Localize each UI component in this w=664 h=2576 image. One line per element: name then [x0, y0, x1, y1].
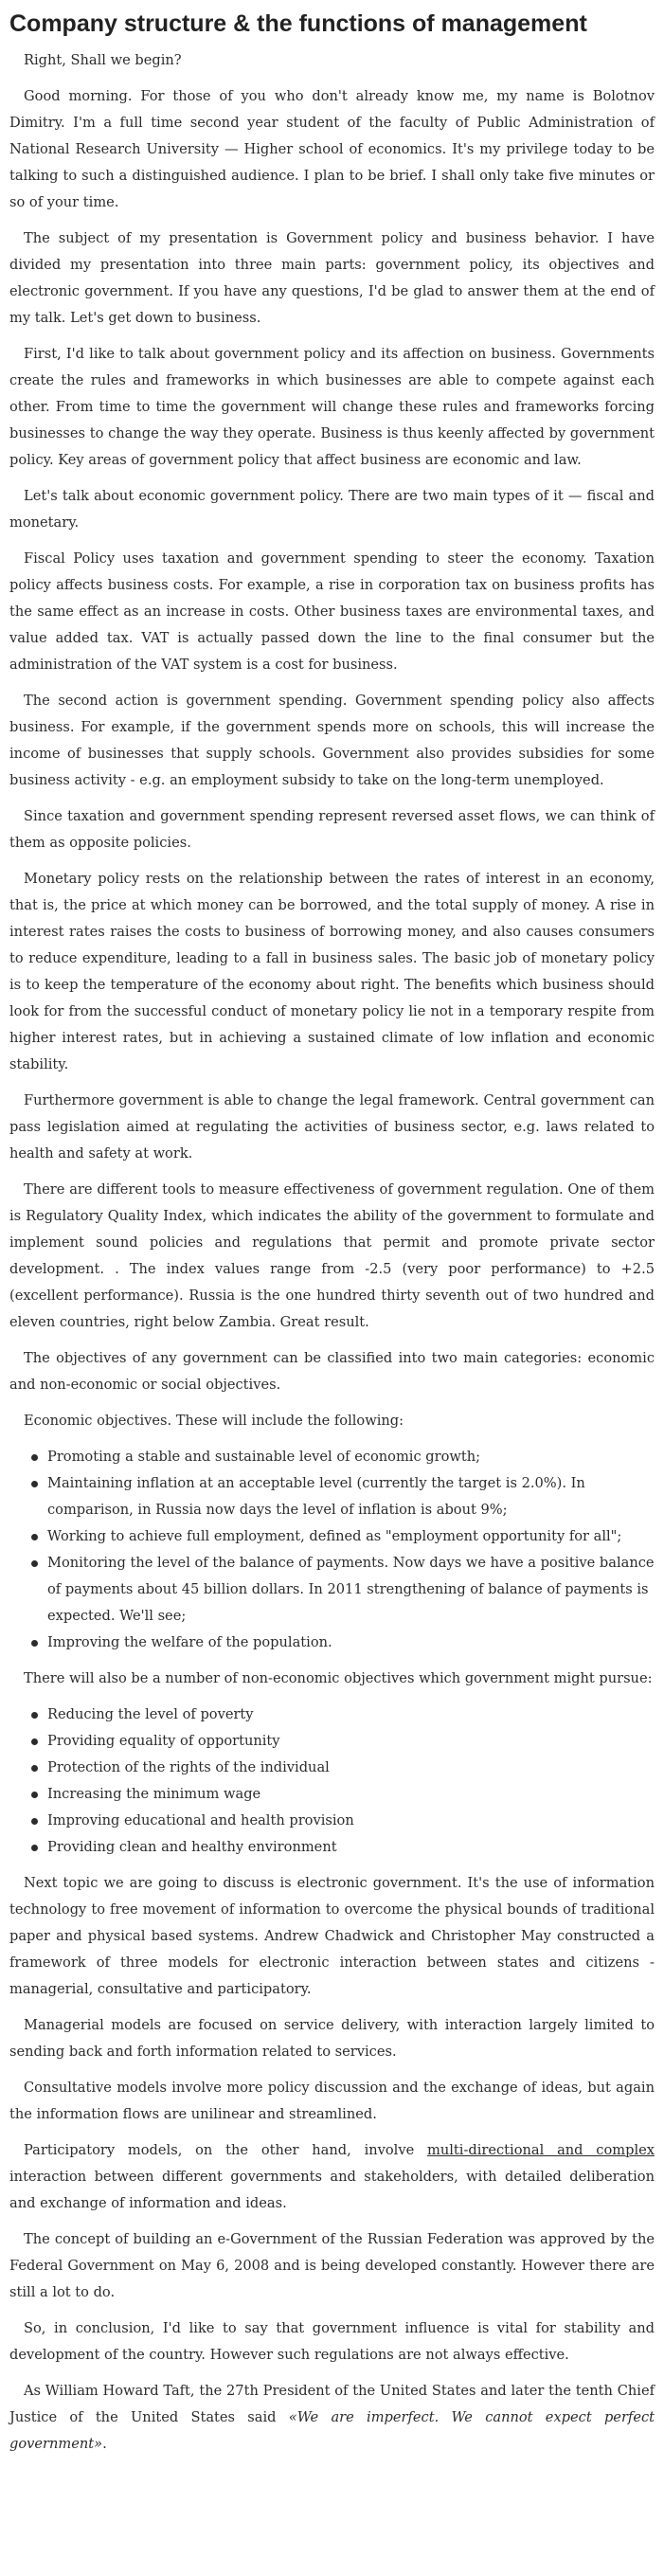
non-economic-objectives-list	[9, 1702, 655, 1861]
list-item: Increasing the minimum wage	[47, 1781, 655, 1808]
economic-objectives-list	[9, 1444, 655, 1656]
paragraph-electronic-government: Next topic we are going to discuss is electronic government. It's the use of information technology to free movement of information to overcome the physical bounds of traditional paper and physical based systems. Andrew Chadwick and Christopher May constructed a framework of three models for electronic interaction between states and citizens - managerial, consultative and participatory.	[9, 1875, 655, 1997]
paragraph-government-spending: The second action is government spending. Government spending policy also affects business. For example, if the government spends more on schools, this will increase the income of businesses that supply schools. Government also provides subsidies for some business activity - e.g. an employment subsidy to take on the long-term unemployed.	[9, 693, 655, 788]
participatory-text-end: interaction between different governments and stakeholders, with detailed deliberation and exchange of information and ideas.	[9, 2169, 655, 2211]
list-item: Promoting a stable and sustainable level of economic growth;	[47, 1444, 655, 1470]
quote-end: .	[102, 2436, 107, 2452]
paragraph-subject: The subject of my presentation is Government policy and business behavior. I have divided my presentation into three main parts: government policy, its objectives and electronic government. If you have any questions, I'd be glad to answer them at the end of my talk. Let's get down to business.	[9, 230, 655, 326]
paragraph-participatory-models	[9, 2137, 655, 2217]
list-item: Improving the welfare of the population.	[47, 1630, 655, 1656]
paragraph-monetary-policy: Monetary policy rests on the relationship between the rates of interest in an economy, that is, the price at which money can be borrowed, and the total supply of money. A rise in interest rates raises the costs to business of borrowing money, and also causes consumers to reduce expenditure, leading to a fall in business sales. The basic job of monetary policy is to keep the temperature of the economy about right. The benefits which business should look for from the successful conduct of monetary policy lie not in a temporary respite from higher interest rates, but in achieving a sustained climate of low inflation and economic stability.	[9, 871, 655, 1072]
list-item: Protection of the rights of the individual	[47, 1755, 655, 1781]
list-item: Monitoring the level of the balance of payments. Now days we have a positive balance of payments about 45 billion dollars. In 2011 strengthening of balance of payments is expected. We'll see;	[47, 1550, 655, 1630]
paragraph-legal-framework: Furthermore government is able to change the legal framework. Central government can pass legislation aimed at regulating the activities of business sector, e.g. laws related to health and safety at work.	[9, 1092, 655, 1162]
quote-intro: As William Howard Taft, the 27th President of the United States and later the tenth Chief Justice of the United States said	[9, 2383, 655, 2425]
paragraph-e-government-russia: The concept of building an e-Government of the Russian Federation was approved by the Federal Government on May 6, 2008 and is being developed constantly. However there are still a lot to do.	[9, 2231, 655, 2300]
intro-paragraph: Right, Shall we begin?	[24, 52, 182, 68]
quote-text: «We are imperfect. We cannot expect perfect government»	[9, 2409, 655, 2452]
paragraph-objectives: The objectives of any government can be classified into two main categories: economic and non-economic or social objectives.	[9, 1350, 655, 1393]
paragraph-consultative-models: Consultative models involve more policy discussion and the exchange of ideas, but again the information flows are unilinear and streamlined.	[9, 2080, 655, 2122]
paragraph-managerial-models: Managerial models are focused on service delivery, with interaction largely limited to sending back and forth information related to services.	[9, 2017, 655, 2060]
page-title: Company structure & the functions of management	[9, 10, 587, 37]
participatory-text-start: Participatory models, on the other hand, involve	[24, 2142, 428, 2158]
list-item: Improving educational and health provision	[47, 1808, 655, 1834]
list-item: Maintaining inflation at an acceptable level (currently the target is 2.0%). In comparison, in Russia now days the level of inflation is about 9%;	[47, 1470, 655, 1523]
paragraph-greeting: Good morning. For those of you who don't already know me, my name is Bolotnov Dimitry. I'm a full time second year student of the faculty of Public Administration of National Research University — Higher school of economics. It's my privilege today to be talking to such a distinguished audience. I plan to be brief. I shall only take five minutes or so of your time.	[9, 88, 655, 210]
list-item: Providing clean and healthy environment	[47, 1834, 655, 1861]
paragraph-opposite-policies: Since taxation and government spending represent reversed asset flows, we can think of them as opposite policies.	[9, 808, 655, 851]
paragraph-economic-policy: Let's talk about economic government policy. There are two main types of it — fiscal and monetary.	[9, 488, 655, 531]
list-item: Reducing the level of poverty	[47, 1702, 655, 1728]
paragraph-regulatory-quality: There are different tools to measure effectiveness of government regulation. One of them is Regulatory Quality Index, which indicates the ability of the government to formulate and implement sound policies and regulations that permit and promote private sector development. . The index values range from -2.5 (very poor performance) to +2.5 (excellent performance). Russia is the one hundred thirty seventh out of two hundred and eleven countries, right below Zambia. Great result.	[9, 1181, 655, 1330]
underlined-phrase: multi-directional and complex	[427, 2142, 655, 2158]
paragraph-non-economic-objectives: There will also be a number of non-economic objectives which government might pursue:	[24, 1670, 653, 1686]
list-item: Providing equality of opportunity	[47, 1728, 655, 1755]
paragraph-conclusion: So, in conclusion, I'd like to say that government influence is vital for stability and development of the country. However such regulations are not always effective.	[9, 2320, 655, 2363]
list-item: Working to achieve full employment, defined as "employment opportunity for all";	[47, 1523, 655, 1550]
paragraph-government-policy: First, I'd like to talk about government policy and its affection on business. Governments create the rules and frameworks in which businesses are able to compete against each other. From time to time the government will change these rules and frameworks forcing businesses to change the way they operate. Business is thus keenly affected by government policy. Key areas of government policy that affect business are economic and law.	[9, 346, 655, 468]
paragraph-closing-quote	[9, 2378, 655, 2458]
paragraph-fiscal-policy: Fiscal Policy uses taxation and government spending to steer the economy. Taxation policy affects business costs. For example, a rise in corporation tax on business profits has the same effect as an increase in costs. Other business taxes are environmental taxes, and value added tax. VAT is actually passed down the line to the final consumer but the administration of the VAT system is a cost for business.	[9, 550, 655, 673]
paragraph-economic-objectives: Economic objectives. These will include the following:	[24, 1413, 404, 1429]
